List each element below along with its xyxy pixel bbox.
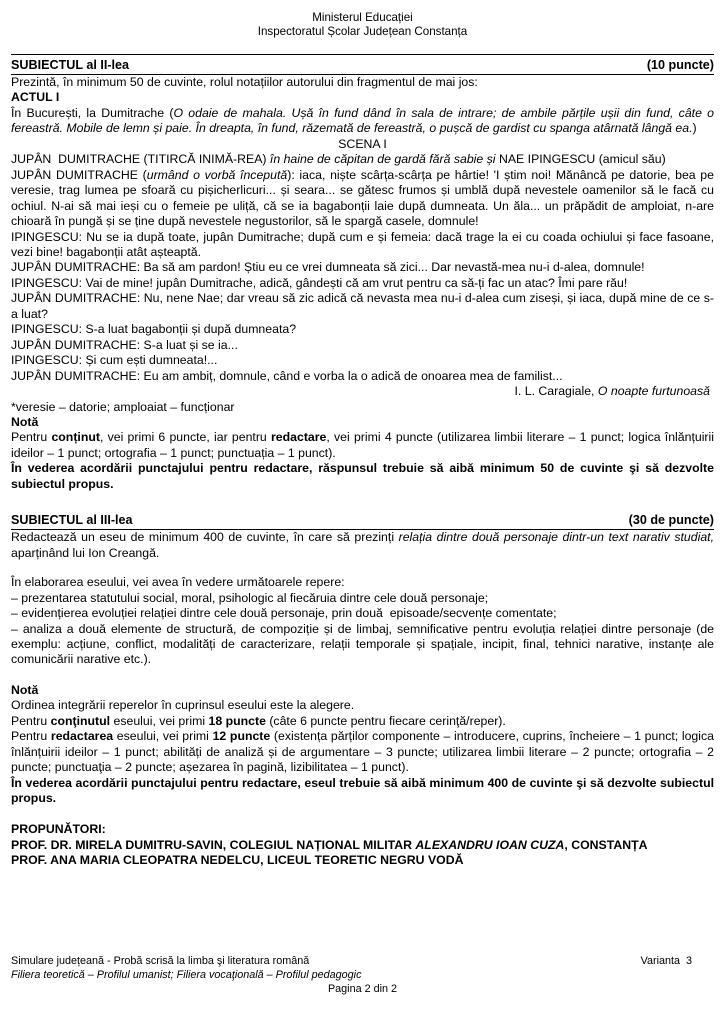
dialogue-ipingescu-3: IPINGESCU: S-a luat bagabonții și după dumneata? <box>11 322 297 337</box>
footer-exam-row <box>11 954 714 968</box>
footer-filiera: Filiera teoretică – Profilul umanist; Filiera vocaţională – Profilul pedagogic <box>11 969 362 982</box>
subject3-heading <box>11 512 714 530</box>
subject2-task: Prezintă, în minimum 50 de cuvinte, rolul notațiilor autorului din fragmentul de mai jos: <box>11 75 478 89</box>
header-rule <box>11 54 714 55</box>
footer-page-number: Pagina 2 din 2 <box>327 983 398 996</box>
glossary-line: *veresie – datorie; amploaiat – funcționar <box>11 399 235 414</box>
proposer-1: PROF. DR. MIRELA DUMITRU-SAVIN, COLEGIUL NAȚIONAL MILITAR ALEXANDRU IOAN CUZA, CONSTANȚA <box>11 837 648 852</box>
dialogue-ipingescu-2: IPINGESCU: Vai de mine! jupân Dumitrache, adică, gândești că am vrut pentru ca să-ți fac un atac? Îmi pare rău! <box>11 275 628 290</box>
proposer-2: PROF. ANA MARIA CLEOPATRA NEDELCU, LICEUL TEORETIC NEGRU VODĂ <box>11 853 464 868</box>
dialogue-dumitrache-1: JUPÂN DUMITRACHE (urmând o vorbă începută): iaca, niște scârța-scârța pe hârtie! 'I știm noi! Mănâncă pe datorie, bea pe veresie, trag lumea pe sfoară cu pișicherlicuri... și seara... se gătesc frumos și umblă după nevestele oamenilor să le facă cu ochiul. N-ai să mai ieși cu o femeie pe uliță, că se ia bagabonții laie după dumneata. Un ăla... un prăpădit de amploiat, n-are chioară în pungă și se ține după nevestele negustorilor, să le spargă casele, domnule! <box>11 167 714 229</box>
requirement-bullet-2: – evidențierea evoluției relației dintre cele două personaje, prin două episoade/secvențe comentate; <box>11 606 557 621</box>
subject3-task: Redactează un eseu de minimum 400 de cuvinte, în care să prezinți relația dintre două personaje dintr-un text narativ studiat, aparținând lui Ion Creangă. <box>11 530 714 560</box>
note3-redaction-scoring: Pentru redactarea eseului, vei primi 12 puncte (existența părților componente – introducere, cuprins, încheiere – 1 punct; logica înlănțuirii ideilor – 1 punct; abilități de analiză și de argumentare – 3 puncte; utilizarea limbii literare – 2 puncte; ortografia – 2 puncte; punctuaţia – 2 puncte; așezarea în pagină, lizibilitatea – 1 punct). <box>11 729 714 775</box>
stage-directions: În București, la Dumitrache (O odaie de mahala. Ușă în fund dând în sala de intrare; de ambile părțile ușii din fund, câte o fereastră. Mobile de lemn și paie. În dreapta, în fund, răzemată de fereastră, o pușcă de gardist cu spanga atârnată lângă ea.) <box>11 105 715 136</box>
note-label-subject3: Notă <box>11 682 39 697</box>
dialogue-dumitrache-2: JUPÂN DUMITRACHE: Ba să am pardon! Știu eu ce vrei dumneata să zici... Dar nevastă-mea nu-i d-alea, domnule! <box>11 260 645 275</box>
subject2-heading <box>11 57 714 75</box>
dialogue-ipingescu-1: IPINGESCU: Nu se ia după toate, jupân Dumitrache; după cum e și femeia: dacă trage la ei cu coada ochiului și face fasoane, vezi bine! bagabonții atât așteaptă. <box>11 229 714 259</box>
scene-label: SCENA I <box>338 136 387 151</box>
proposers-label: PROPUNĂTORI: <box>11 822 106 837</box>
subject3-intro: În elaborarea eseului, vei avea în vedere următoarele repere: <box>11 575 345 590</box>
subject3-points: (30 de puncte) <box>628 513 714 528</box>
inspectorate-line: Inspectoratul Școlar Județean Constanța <box>257 25 468 38</box>
note2-requirement: În vederea acordării punctajului pentru redactare, răspunsul trebuie să aibă minimum 50 de cuvinte şi să dezvolte subiectul propus. <box>11 461 714 491</box>
subject3-title: SUBIECTUL al III-lea <box>11 513 133 528</box>
note-label-subject2: Notă <box>11 414 39 429</box>
dialogue-ipingescu-4: IPINGESCU: Și cum ești dumneata!... <box>11 353 218 368</box>
requirement-bullet-1: – prezentarea statutului social, moral, psihologic al fiecăruia dintre cele două personaje; <box>11 590 489 605</box>
dialogue-dumitrache-5: JUPÂN DUMITRACHE: Eu am ambiț, domnule, când e vorba la o adică de onoarea mea de familist... <box>11 368 563 383</box>
note3-order: Ordinea integrării reperelor în cuprinsul eseului este la alegere. <box>11 698 355 713</box>
footer-exam-title: Simulare județeană - Probă scrisă la limba şi literatura română <box>11 955 310 967</box>
note3-content-scoring: Pentru conţinutul eseului, vei primi 18 puncte (câte 6 puncte pentru fiecare cerinţă/reper). <box>11 713 506 728</box>
subject2-points: (10 puncte) <box>646 58 714 72</box>
act-label: ACTUL I <box>11 90 60 105</box>
footer-variant: Varianta 3 <box>640 955 692 967</box>
dialogue-dumitrache-3: JUPÂN DUMITRACHE: Nu, nene Nae; dar vreau să zic adică că nevasta mea nu-i d-alea cum ziseși, și iaca, după mine de ce s-a luat? <box>11 291 714 321</box>
attribution: I. L. Caragiale, O noapte furtunoasă <box>514 384 710 399</box>
note2-scoring: Pentru conținut, vei primi 6 puncte, iar pentru redactare, vei primi 4 puncte (utilizarea limbii literare – 1 punct; logica înlănțuirii ideilor – 1 punct; ortografia – 1 punct; punctuația – 1 punct). <box>11 430 714 460</box>
requirement-bullet-3: – analiza a două elemente de structură, de compoziție și de limbaj, semnificative pentru evoluția relației dintre personaje (de exemplu: acțiune, conflict, modalități de caracterizare, relații temporale și spațiale, incipit, final, tehnici narative, instanțe ale comunicării narative etc.). <box>11 621 714 667</box>
document-header <box>11 7 714 39</box>
subject2-title: SUBIECTUL al II-lea <box>11 58 130 72</box>
page-footer <box>11 954 714 997</box>
ministry-line: Ministerul Educației <box>312 11 413 24</box>
cast-line: JUPÂN DUMITRACHE (TITIRCĂ INIMĂ-REA) în haine de căpitan de gardă fără sabie și NAE IPINGESCU (amicul său) <box>11 152 666 167</box>
dialogue-dumitrache-4: JUPÂN DUMITRACHE: S-a luat și se ia... <box>11 337 238 352</box>
note3-requirement: În vederea acordării punctajului pentru redactare, eseul trebuie să aibă minimum 400 de cuvinte şi să dezvolte subiectul propus. <box>11 775 714 806</box>
